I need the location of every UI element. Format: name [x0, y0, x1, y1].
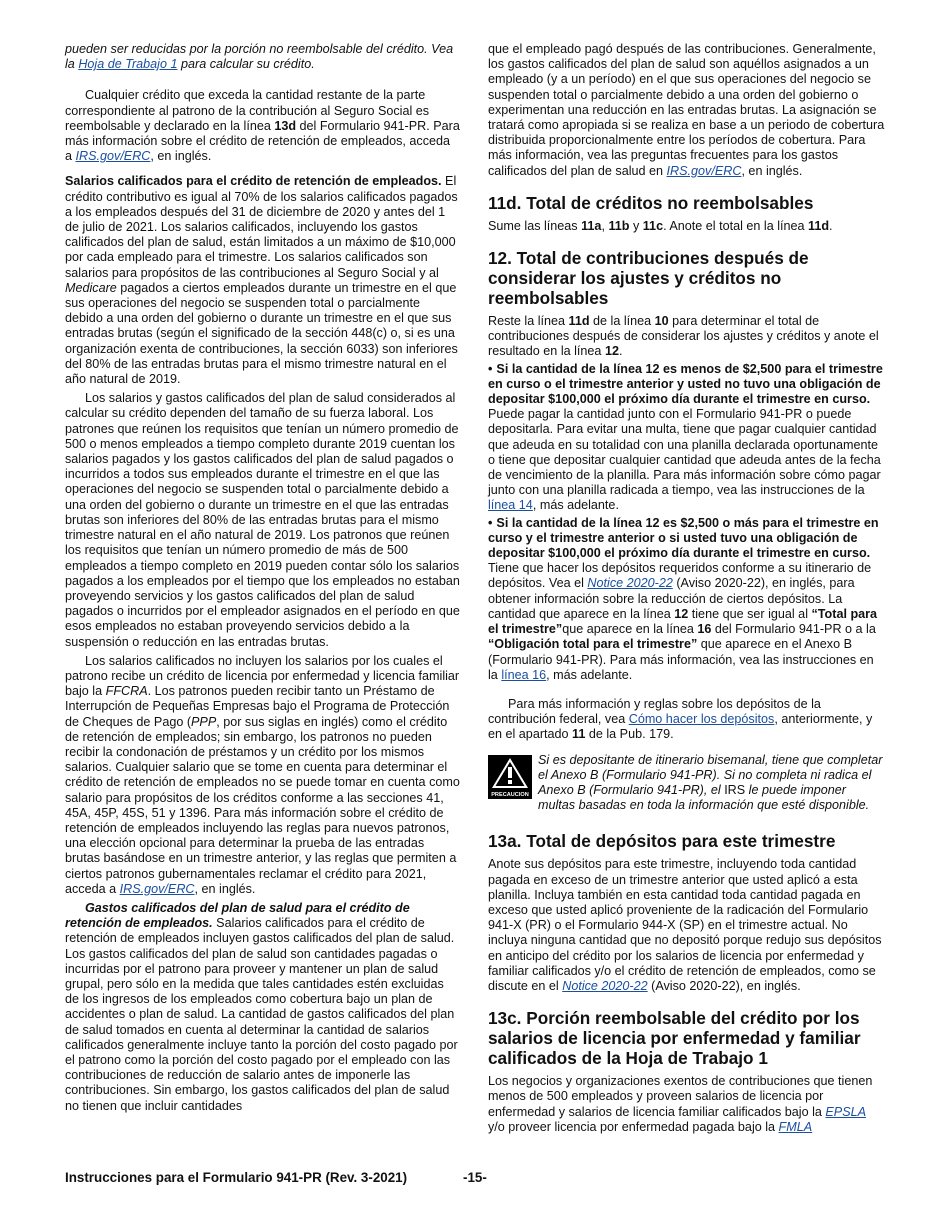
qualified-wages-heading: Salarios calificados para el crédito de retención de empleados.	[65, 174, 442, 189]
bullet-icon: •	[488, 515, 493, 530]
paragraph-13c: Los negocios y organizaciones exentos de contribuciones que tienen menos de 500 empleados y proveen salarios de licencia por enfermedad y salarios de licencia familiar calificados bajo la EPSLA y/o proveer licencia por enfermedad pagada bajo la FMLA	[488, 1074, 873, 1134]
bullet-2500-or-more: • Si la cantidad de la línea 12 es $2,500 o más para el trimestre en curso y el trimestre anterior o si usted tuvo una obligación de depositar $100,000 el próximo día durante el trimestre en curso. Tiene que hacer los depósitos requeridos conforme a su itinerario de depósitos. Vea el Notice 2020-22 (Aviso 2020-22), en inglés, para obtener información sobre la reducción de ciertos depósitos. La cantidad que aparece en la línea 12 tiene que ser igual al “Total para el trimestre”que aparece en la línea 16 del Formulario 941-PR o a la “Obligación total para el trimestre” que aparece en el Anexo B (Formulario 941-PR). Para más información, vea las instrucciones en la línea 16, más adelante.	[488, 515, 879, 682]
paragraph-refundable-credit: Cualquier crédito que exceda la cantidad restante de la parte correspondiente al patrono de la contribución al Seguro Social es reembolsable y declarado en la línea 13d del Formulario 941-PR. Para más información sobre el crédito de retención de empleados, acceda a IRS.gov/ERC, en inglés.	[65, 88, 460, 164]
irs-erc-link-2[interactable]: IRS.gov/ERC	[119, 881, 195, 896]
paragraph-qualified-wages: Salarios calificados para el crédito de retención de empleados. El crédito contributivo es igual al 70% de los salarios calificados pagados a los empleados después del 31 de diciembre de 2020 y antes del 1 de julio de 2021. Los salarios calificados, incluyendo los gastos calificados del plan de salud, están limitados a un máximo de $10,000 por cada empleado para el trimestre. Los salarios calificados son salarios para propósitos de las contribuciones al Seguro Social y al Medicare pagados a ciertos empleados durante un trimestre en el que sus operaciones del negocio se suspenden total o parcialmente debido a una orden del gobierno o durante un trimestre en el que sus entradas brutas (según el significado de la sección 448(c) o, si es una organización exenta de contribuciones, la sección 6033) son inferiores del 80% de las entradas brutas para el mismo trimestre natural en el año natural de 2019.	[65, 174, 458, 387]
paragraph-credit-reduction: pueden ser reducidas por la porción no reembolsable del crédito. Vea la Hoja de Trabajo 1 para calcular su crédito.	[65, 42, 454, 72]
heading-11d: 11d. Total de créditos no reembolsables	[488, 192, 814, 213]
paragraph-11d: Sume las líneas 11a, 11b y 11c. Anote el total en la línea 11d.	[488, 218, 833, 233]
irs-erc-link[interactable]: IRS.gov/ERC	[75, 149, 151, 164]
paragraph-more-deposits: Para más información y reglas sobre los depósitos de la contribución federal, vea Cómo hacer los depósitos, anteriormente, y en el apartado 11 de la Pub. 179.	[488, 696, 873, 742]
notice-2020-22-link-2[interactable]: Notice 2020-22	[562, 978, 648, 993]
irs-erc-link-3[interactable]: IRS.gov/ERC	[666, 163, 742, 178]
caution-note	[488, 753, 885, 814]
bullet-under-2500: • Si la cantidad de la línea 12 es menos de $2,500 para el trimestre en curso o el trimestre anterior y usted no tuvo una obligación de depositar $100,000 el próximo día durante el trimestre en curso. Puede pagar la cantidad junto con el Formulario 941-PR o puede depositarla. Para evitar una multa, tiene que pagar cualquier cantidad que adeuda en su totalidad con una planilla declarada oportunamente o tiene que depositar cualquier cantidad que adeuda antes de la fecha de vencimiento de la planilla. Para más información sobre cómo pagar junto con una planilla radicada a tiempo, vea las instrucciones de la línea 14, más adelante.	[488, 361, 883, 513]
heading-12: 12. Total de contribuciones después de considerar los ajustes y créditos no reembolsables	[488, 248, 809, 309]
caution-label: PRECAUCION	[491, 791, 529, 798]
how-to-deposit-link[interactable]: Cómo hacer los depósitos	[628, 712, 775, 727]
footer-title: Instrucciones para el Formulario 941-PR (Rev. 3-2021)	[65, 1170, 408, 1185]
paragraph-health-plan-cont: que el empleado pagó después de las contribuciones. Generalmente, los gastos calificados del plan de salud son aquéllos asignados a un empleado (y a un período) en el que sus operaciones del negocio se suspenden total o parcialmente debido a una orden del gobierno o experimentan una reducción en las entradas brutas. La asignación se tratará como apropiada si se realiza en base a un periodo de cobertura distribuida proporcionalmente entre los períodos de cobertura. Para más información, vea las preguntas frecuentes para los gastos calificados del plan de salud en IRS.gov/ERC, en inglés.	[488, 42, 885, 178]
bullet-icon: •	[488, 361, 493, 376]
health-plan-heading: Gastos calificados del plan de salud para el crédito de retención de empleados.	[65, 900, 410, 931]
page-number: -15-	[463, 1170, 487, 1185]
left-column	[65, 42, 460, 1114]
line-16-link[interactable]: línea 16	[501, 667, 547, 682]
fmla-link[interactable]: FMLA	[778, 1119, 813, 1134]
paragraph-excluded-wages: Los salarios calificados no incluyen los salarios por los cuales el patrono recibe un crédito de licencia por enfermedad y licencia familiar bajo la FFCRA. Los patronos pueden recibir tanto un Préstamo de Interrupción de Pequeñas Empresas bajo el Programa de Protección de Cheques de Pago (PPP, por sus siglas en inglés) como el crédito de retención de empleados; sin embargo, los patronos no pueden recibir la condonación de préstamos y un crédito por los mismos salarios. Cualquier salario que se tome en cuenta para determinar el crédito de retención de empleados no se puede tomar en cuenta como salario para propósitos de los créditos conforme a las secciones 41, 45A, 45P, 45S, 51 y 1396. Para más información sobre el crédito de retención de empleados incluyendo las reglas para nuevos patronos, una elección opcional para determinar la prueba de las entradas brutas basándose en un trimestre anterior, y las reglas que permiten a ciertos patronos gubernamentales reclamar el crédito para 2021, acceda a IRS.gov/ERC, en inglés.	[65, 653, 460, 896]
paragraph-13a: Anote sus depósitos para este trimestre, incluyendo toda cantidad pagada en exceso de un trimestre anterior que usted aplicó a esta planilla. Incluya también en esta cantidad toda cantidad pagada en exceso que usted aplicó proveniente de la radicación del Formulario 941-X (PR) o el Formulario 944-X (SP) en el trimestre actual. No incluya ninguna cantidad que no depositó porque redujo sus depósitos en anticipo del crédito por los salarios de licencia por enfermedad y familiar calificados y/o el crédito de retención de empleados, como se discute en el Notice 2020-22 (Aviso 2020-22), en inglés.	[488, 857, 882, 993]
epsla-link[interactable]: EPSLA	[825, 1104, 867, 1119]
heading-13c: 13c. Porción reembolsable del crédito por los salarios de licencia por enfermedad y familiar calificados de la Hoja de Trabajo 1	[488, 1008, 861, 1069]
paragraph-health-plan-expenses: Gastos calificados del plan de salud para el crédito de retención de empleados. Salarios calificados para el crédito de retención de empleados incluyen gastos calificados del plan de salud. Los gastos calificados del plan de salud son cantidades pagadas o incurridas por el patrono para proveer y mantener un plan de salud grupal, pero sólo en la medida que tales cantidades estén excluidas de los ingresos de los empleados como cobertura bajo un plan de accidentes o plan de salud. La cantidad de gastos calificados del plan de salud tomados en cuenta al determinar la cantidad de salarios calificados generalmente incluye tanto la porción del costo pagado por el patrono como la porción del costo pagado por el empleado con las contribuciones de reducción de salario antes de imponerle las contribuciones. Sin embargo, los gastos calificados del plan de salud no tienen que incluir cantidades	[65, 900, 458, 1113]
line-14-link[interactable]: línea 14	[488, 498, 533, 513]
caution-icon	[488, 755, 532, 799]
paragraph-12: Reste la línea 11d de la línea 10 para determinar el total de contribuciones después de considerar los ajustes y créditos y anote el resultado en la línea 12.	[488, 314, 879, 359]
heading-13a: 13a. Total de depósitos para este trimestre	[488, 831, 836, 852]
worksheet-1-link[interactable]: Hoja de Trabajo 1	[78, 57, 178, 72]
caution-text: Si es depositante de itinerario bisemanal, tiene que completar el Anexo B (Formulario 941-PR). Si no completa ni radica el Anexo B (Formulario 941-PR), el IRS le puede imponer multas basadas en toda la información que esté disponible.	[538, 752, 883, 813]
paragraph-workforce-size: Los salarios y gastos calificados del plan de salud considerados al calcular su crédito dependen del tamaño de su fuerza laboral. Los patrones que reúnen los requisitos que tenían un número promedio de 500 o menos empleados a tiempo completo durante 2019 cuentan los salarios pagados y los gastos calificados del plan de salud pagados o incurridos a todos sus empleados durante el trimestre en el que las operaciones del negocio se suspenden total o parcialmente debido a una orden del gobierno o durante un trimestre en el que las entradas brutas son inferiores del 80% de las entradas brutas para el mismo trimestre natural en el año natural de 2019. Los patronos que reúnen los requisitos que tenían un número promedio de más de 500 empleados a tiempo completo en 2019 pueden contar sólo los salarios pagados a los empleados por el tiempo que los empleados no estaban proveyendo servicios y los gastos calificados del plan de salud pagados o incurridos por el empleador asignados en el período en que esos empleados no estaban proveyendo servicios debido a la suspensión o reducción en las entradas brutas.	[65, 391, 460, 649]
right-column	[488, 42, 885, 1135]
notice-2020-22-link[interactable]: Notice 2020-22	[587, 576, 673, 591]
